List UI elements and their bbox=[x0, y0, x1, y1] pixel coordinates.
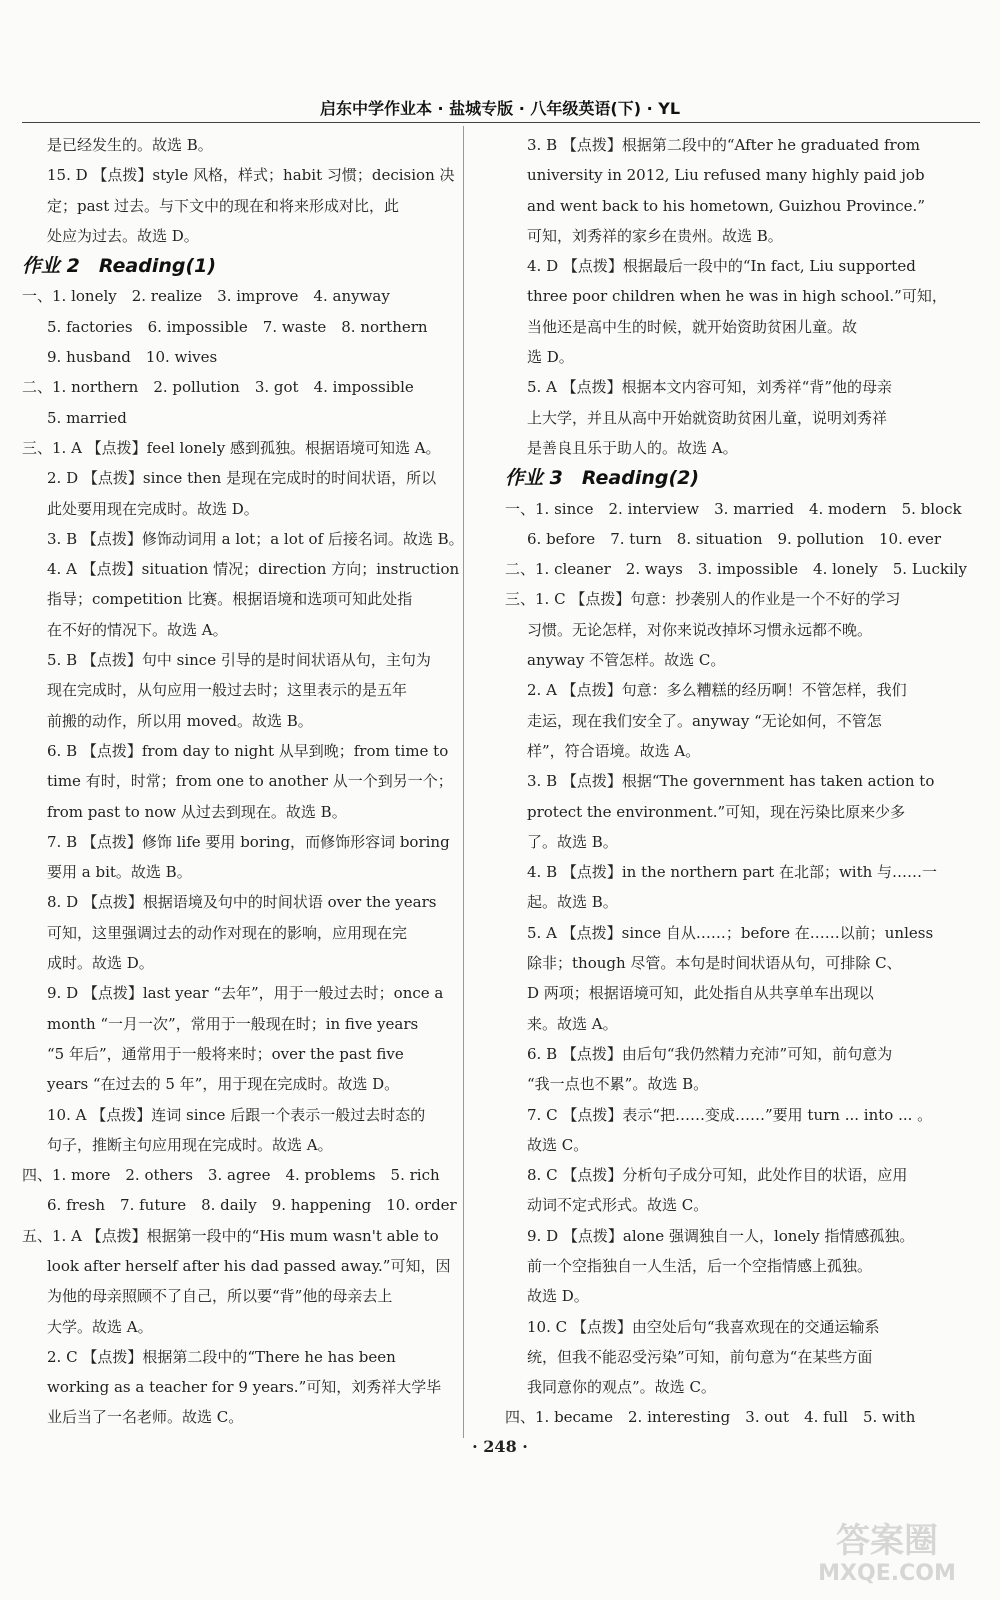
answer-line: 上大学，并且从高中开始就资助贫困儿童，说明刘秀祥 bbox=[527, 408, 888, 427]
answer-line: 现在完成时，从句应用一般过去时；这里表示的是五年 bbox=[47, 681, 408, 700]
answer-line: university in 2012, Liu refused many highly paid job bbox=[527, 166, 925, 185]
answer-line: working as a teacher for 9 years.”可知，刘秀祥大学毕 bbox=[47, 1378, 442, 1397]
answer-line: 成时。故选 D。 bbox=[47, 954, 154, 973]
answer-line: month “一月一次”，常用于一般现在时；in five years bbox=[47, 1014, 419, 1033]
answer-line: 选 D。 bbox=[527, 348, 574, 367]
answer-line: 前搬的动作，所以用 moved。故选 B。 bbox=[47, 711, 313, 730]
answer-line: 四、1. more 2. others 3. agree 4. problems 5. rich bbox=[22, 1166, 440, 1185]
answer-line: look after herself after his dad passed away.”可知，因 bbox=[47, 1256, 451, 1275]
answer-line: 可知，这里强调过去的动作对现在的影响，应用现在完 bbox=[47, 923, 408, 942]
left-column bbox=[22, 130, 464, 1433]
answer-line: 4. B 【点拨】in the northern part 在北部；with 与……一 bbox=[527, 863, 938, 882]
answer-line: 当他还是高中生的时候，就开始资助贫困儿童。故 bbox=[527, 317, 858, 336]
answer-line: 7. B 【点拨】修饰 life 要用 boring，而修饰形容词 boring bbox=[47, 832, 450, 851]
answer-line: years “在过去的 5 年”，用于现在完成时。故选 D。 bbox=[47, 1075, 400, 1094]
answer-line: anyway 不管怎样。故选 C。 bbox=[527, 651, 726, 670]
answer-line: 5. A 【点拨】since 自从……；before 在……以前；unless bbox=[527, 923, 934, 942]
answer-line: from past to now 从过去到现在。故选 B。 bbox=[47, 802, 347, 821]
right-column bbox=[505, 130, 968, 1433]
answer-line: 五、1. A 【点拨】根据第一段中的“His mum wasn't able to bbox=[22, 1226, 439, 1245]
answer-line: 除非；though 尽管。本句是时间状语从句，可排除 C、 bbox=[527, 954, 902, 973]
answer-line: 句子，推断主句应用现在完成时。故选 A。 bbox=[47, 1135, 333, 1154]
answer-line: 业后当了一名老师。故选 C。 bbox=[47, 1408, 244, 1427]
watermark-url: MXQE.COM bbox=[818, 1561, 956, 1586]
watermark-text: 答案圈 bbox=[836, 1521, 938, 1561]
page-header: 启东中学作业本 · 盐城专版 · 八年级英语(下) · YL bbox=[319, 99, 681, 118]
column-divider bbox=[463, 126, 464, 1438]
section-title: 作业 2 Reading(1) bbox=[22, 255, 217, 278]
answer-line: 此处要用现在完成时。故选 D。 bbox=[47, 499, 259, 518]
section-title: 作业 3 Reading(2) bbox=[505, 467, 700, 490]
answer-line: 5. B 【点拨】句中 since 引导的是时间状语从句，主句为 bbox=[47, 651, 431, 670]
answer-line: 3. B 【点拨】修饰动词用 a lot；a lot of 后接名词。故选 B。 bbox=[47, 529, 464, 548]
answer-line: 6. fresh 7. future 8. daily 9. happening 10. order bbox=[47, 1196, 457, 1215]
answer-line: D 两项；根据语境可知，此处指自从共享单车出现以 bbox=[527, 984, 874, 1003]
answer-line: 2. C 【点拨】根据第二段中的“There he has been bbox=[47, 1347, 396, 1366]
answer-line: 可知，刘秀祥的家乡在贵州。故选 B。 bbox=[527, 226, 783, 245]
answer-line: 一、1. lonely 2. realize 3. improve 4. anyway bbox=[22, 287, 390, 306]
answer-line: 8. D 【点拨】根据语境及句中的时间状语 over the years bbox=[47, 893, 437, 912]
answer-line: 三、1. A 【点拨】feel lonely 感到孤独。根据语境可知选 A。 bbox=[22, 438, 441, 457]
answer-line: 是善良且乐于助人的。故选 A。 bbox=[527, 438, 738, 457]
answer-line: 2. D 【点拨】since then 是现在完成时的时间状语，所以 bbox=[47, 469, 437, 488]
answer-line: 统，但我不能忍受污染”可知，前句意为“在某些方面 bbox=[527, 1347, 873, 1366]
answer-line: 走运，现在我们安全了。anyway “无论如何，不管怎 bbox=[527, 711, 882, 730]
answer-line: 3. B 【点拨】根据第二段中的“After he graduated from bbox=[527, 136, 920, 154]
answer-line: “我一点也不累”。故选 B。 bbox=[527, 1075, 709, 1094]
answer-line: 10. A 【点拨】连词 since 后跟一个表示一般过去时态的 bbox=[47, 1105, 426, 1124]
answer-line: 大学。故选 A。 bbox=[47, 1317, 153, 1336]
answer-line: 是已经发生的。故选 B。 bbox=[47, 136, 213, 154]
answer-line: 一、1. since 2. interview 3. married 4. modern 5. block bbox=[505, 499, 962, 518]
section-heading bbox=[505, 463, 880, 493]
answer-line: 9. husband 10. wives bbox=[47, 348, 218, 367]
answer-line: and went back to his hometown, Guizhou Province.” bbox=[527, 196, 925, 215]
answer-line: 6. before 7. turn 8. situation 9. pollution 10. ever bbox=[527, 529, 942, 548]
answer-line: 15. D 【点拨】style 风格，样式；habit 习惯；decision 决 bbox=[47, 166, 455, 185]
answer-line: 5. married bbox=[47, 408, 127, 427]
answer-line: 二、1. cleaner 2. ways 3. impossible 4. lonely 5. Luckily bbox=[505, 560, 968, 579]
answer-line: “5 年后”，通常用于一般将来时；over the past five bbox=[47, 1044, 404, 1063]
answer-line: 8. C 【点拨】分析句子成分可知，此处作目的状语，应用 bbox=[527, 1166, 908, 1185]
answer-line: 故选 C。 bbox=[527, 1135, 589, 1154]
answer-line: 四、1. became 2. interesting 3. out 4. full 5. with bbox=[505, 1408, 916, 1427]
answer-line: 4. A 【点拨】situation 情况；direction 方向；instruction bbox=[47, 560, 460, 579]
answer-line: 三、1. C 【点拨】句意：抄袭别人的作业是一个不好的学习 bbox=[505, 590, 901, 609]
answer-line: 指导；competition 比赛。根据语境和选项可知此处指 bbox=[47, 590, 413, 609]
answer-line: 起。故选 B。 bbox=[527, 893, 618, 912]
answer-line: 故选 D。 bbox=[527, 1287, 589, 1306]
answer-line: 处应为过去。故选 D。 bbox=[47, 226, 199, 245]
answer-line: 5. factories 6. impossible 7. waste 8. northern bbox=[47, 317, 428, 336]
answer-line: 9. D 【点拨】alone 强调独自一人，lonely 指情感孤独。 bbox=[527, 1226, 915, 1245]
header-rule bbox=[22, 122, 980, 123]
answer-line: 二、1. northern 2. pollution 3. got 4. impossible bbox=[22, 378, 414, 397]
answer-line: 2. A 【点拨】句意：多么糟糕的经历啊！不管怎样，我们 bbox=[527, 681, 907, 700]
answer-line: 动词不定式形式。故选 C。 bbox=[527, 1196, 709, 1215]
answer-line: 6. B 【点拨】由后句“我仍然精力充沛”可知，前句意为 bbox=[527, 1044, 893, 1063]
answer-line: 在不好的情况下。故选 A。 bbox=[47, 620, 228, 639]
answer-line: 要用 a bit。故选 B。 bbox=[47, 863, 192, 882]
answer-line: time 有时，时常；from one to another 从一个到另一个； bbox=[47, 772, 453, 791]
page-number: · 248 · bbox=[472, 1437, 528, 1456]
answer-line: 定；past 过去。与下文中的现在和将来形成对比，此 bbox=[47, 196, 400, 215]
answer-line: 了。故选 B。 bbox=[527, 832, 618, 851]
answer-line: 4. D 【点拨】根据最后一段中的“In fact, Liu supported bbox=[527, 257, 916, 276]
answer-line: 样”，符合语境。故选 A。 bbox=[527, 741, 701, 760]
answer-line: three poor children when he was in high school.”可知， bbox=[527, 287, 947, 306]
answer-line: 7. C 【点拨】表示“把……变成……”要用 turn ... into ... 。 bbox=[527, 1105, 933, 1124]
answer-line: 10. C 【点拨】由空处后句“我喜欢现在的交通运输系 bbox=[527, 1317, 880, 1336]
answer-line: 9. D 【点拨】last year “去年”，用于一般过去时；once a bbox=[47, 984, 444, 1003]
answer-line: 3. B 【点拨】根据“The government has taken action to bbox=[527, 772, 935, 791]
answer-line: protect the environment.”可知，现在污染比原来少多 bbox=[527, 802, 906, 821]
watermark-logo bbox=[792, 1510, 982, 1588]
answer-line: 为他的母亲照顾不了自己，所以要“背”他的母亲去上 bbox=[47, 1287, 393, 1306]
answer-line: 6. B 【点拨】from day to night 从早到晚；from time to bbox=[47, 741, 449, 760]
answer-line: 前一个空指独自一人生活，后一个空指情感上孤独。 bbox=[527, 1256, 873, 1275]
answer-line: 5. A 【点拨】根据本文内容可知，刘秀祥“背”他的母亲 bbox=[527, 378, 893, 397]
answer-line: 习惯。无论怎样，对你来说改掉坏习惯永远都不晚。 bbox=[527, 620, 873, 639]
answer-line: 我同意你的观点”。故选 C。 bbox=[527, 1378, 716, 1397]
section-heading bbox=[22, 251, 442, 281]
answer-line: 来。故选 A。 bbox=[527, 1014, 618, 1033]
